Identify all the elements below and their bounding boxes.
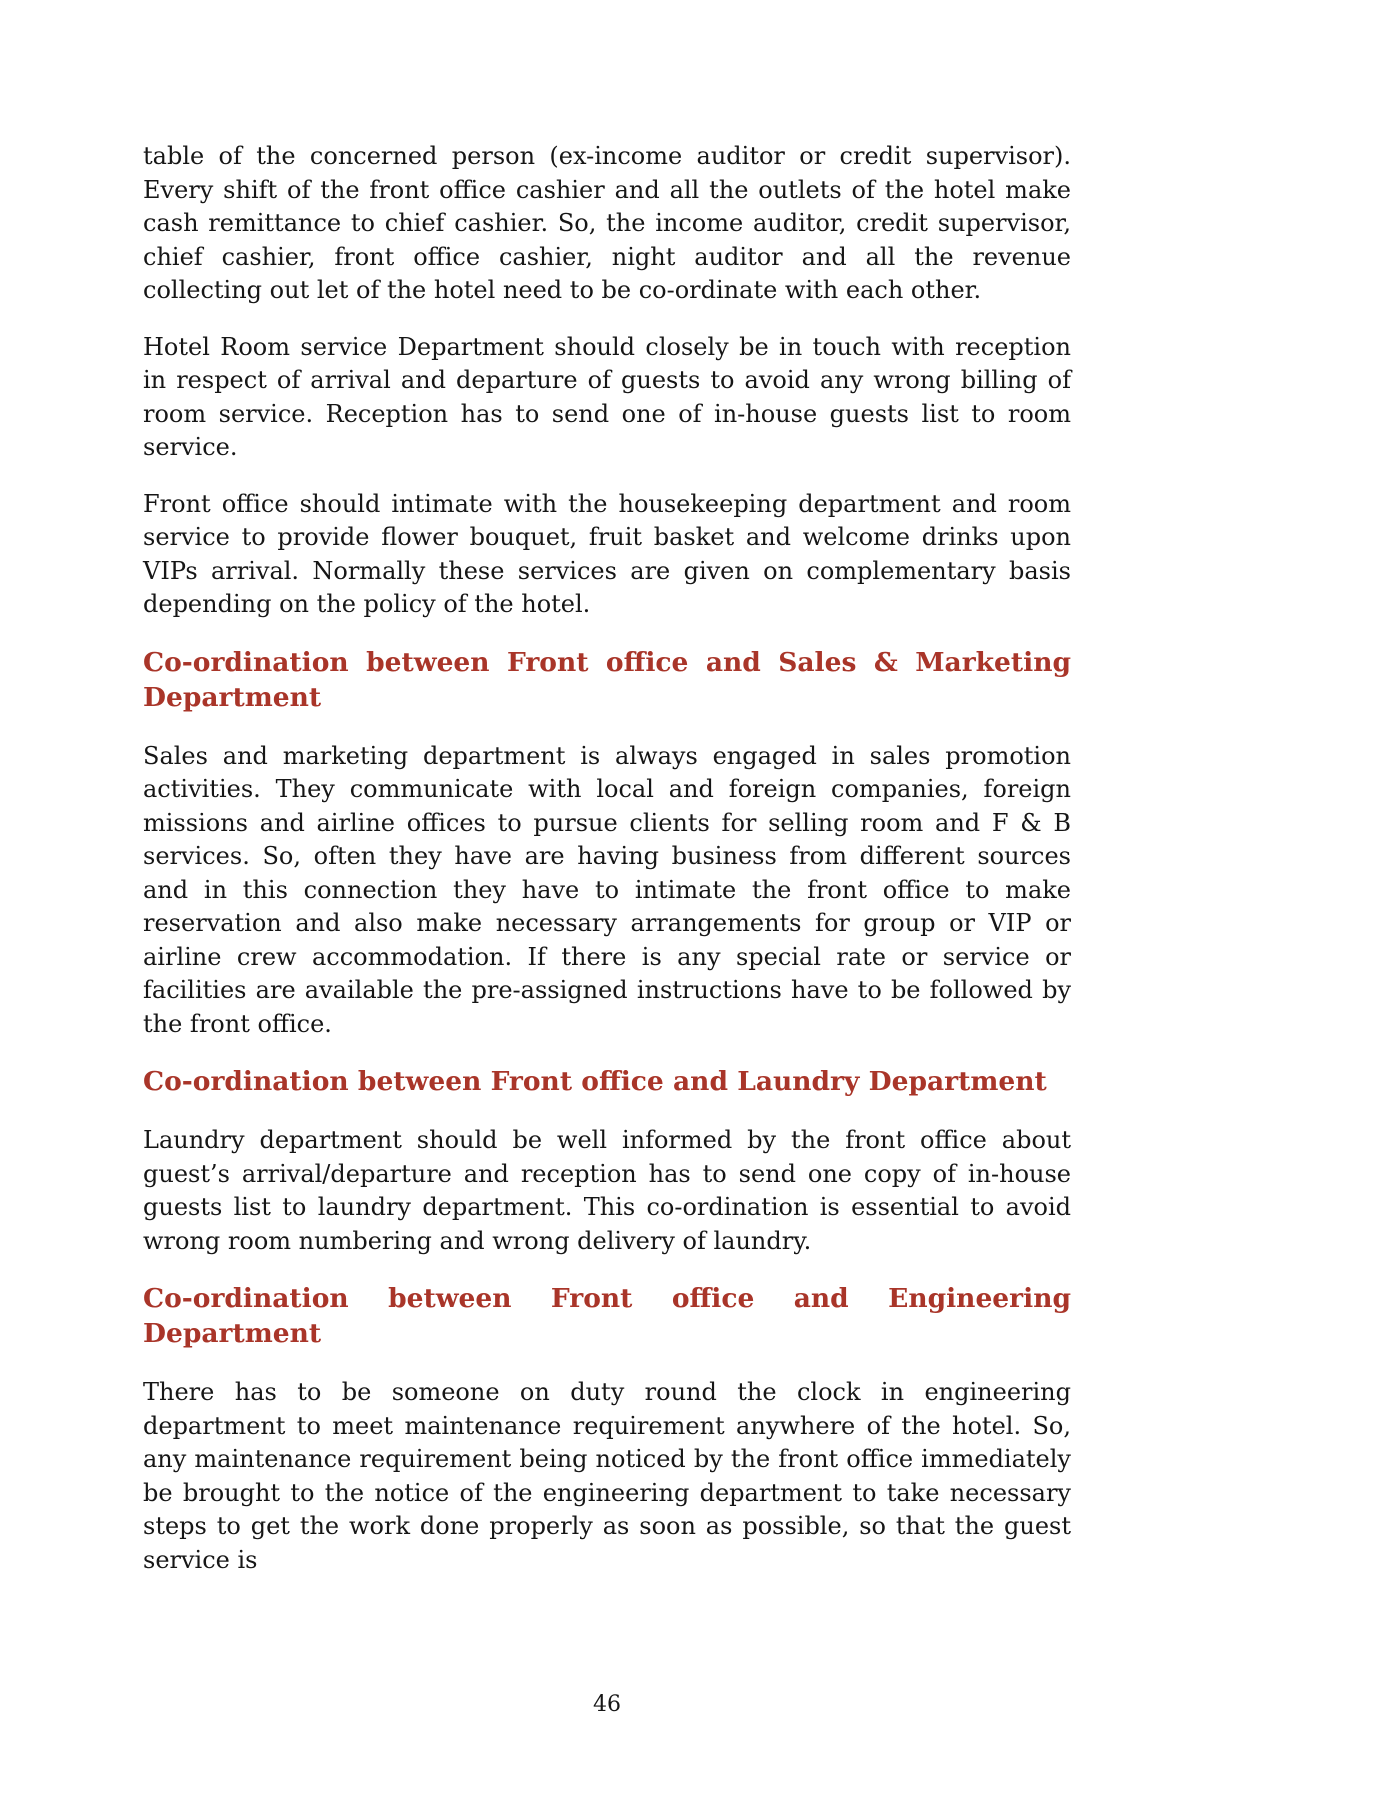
paragraph-room-service: Hotel Room service Department should closely be in touch with reception in respect of arrival and departure of guests to avoid any wrong billing of room service. Reception has to send one of in-house guests list to room service. (143, 332, 1071, 461)
section-heading-sales-marketing: Co-ordination between Front office and Sales & Marketing Department (143, 646, 1071, 713)
page-number: 46 (593, 1692, 621, 1717)
text-column (143, 140, 1071, 1600)
paragraph-cashier-coordination: table of the concerned person (ex-income auditor or credit supervisor). Every shift of the front office cashier and all the outlets of the hotel make cash remittance to chief cashier. So, the income auditor, credit supervisor, chief cashier, front office cashier, night auditor and all the revenue collecting out let of the hotel need to be co-ordinate with each other. (143, 142, 1071, 304)
paragraph-sales-marketing: Sales and marketing department is always engaged in sales promotion activities. They communicate with local and foreign companies, foreign missions and airline offices to pursue clients for selling room and F & B services. So, often they have are having business from different sources and in this connection they have to intimate the front office to make reservation and also make necessary arrangements for group or VIP or airline crew accommodation. If there is any special rate or service or facilities are available the pre-assigned instructions have to be followed by the front office. (143, 741, 1071, 1038)
paragraph-housekeeping-vip: Front office should intimate with the housekeeping department and room service to provide flower bouquet, fruit basket and welcome drinks upon VIPs arrival. Normally these services are given on complementary basis depending on the policy of the hotel. (143, 489, 1071, 618)
paragraph-engineering: There has to be someone on duty round the clock in engineering department to meet maintenance requirement anywhere of the hotel. So, any maintenance requirement being noticed by the front office immediately be brought to the notice of the engineering department to take necessary steps to get the work done properly as soon as possible, so that the guest service is (143, 1378, 1071, 1574)
section-heading-laundry: Co-ordination between Front office and Laundry Department (143, 1066, 1047, 1097)
section-heading-engineering: Co-ordination between Front office and Engineering Department (143, 1283, 1071, 1349)
paragraph-laundry: Laundry department should be well informed by the front office about guest’s arrival/departure and reception has to send one copy of in-house guests list to laundry department. This co-ordination is essential to avoid wrong room numbering and wrong delivery of laundry. (143, 1126, 1071, 1255)
